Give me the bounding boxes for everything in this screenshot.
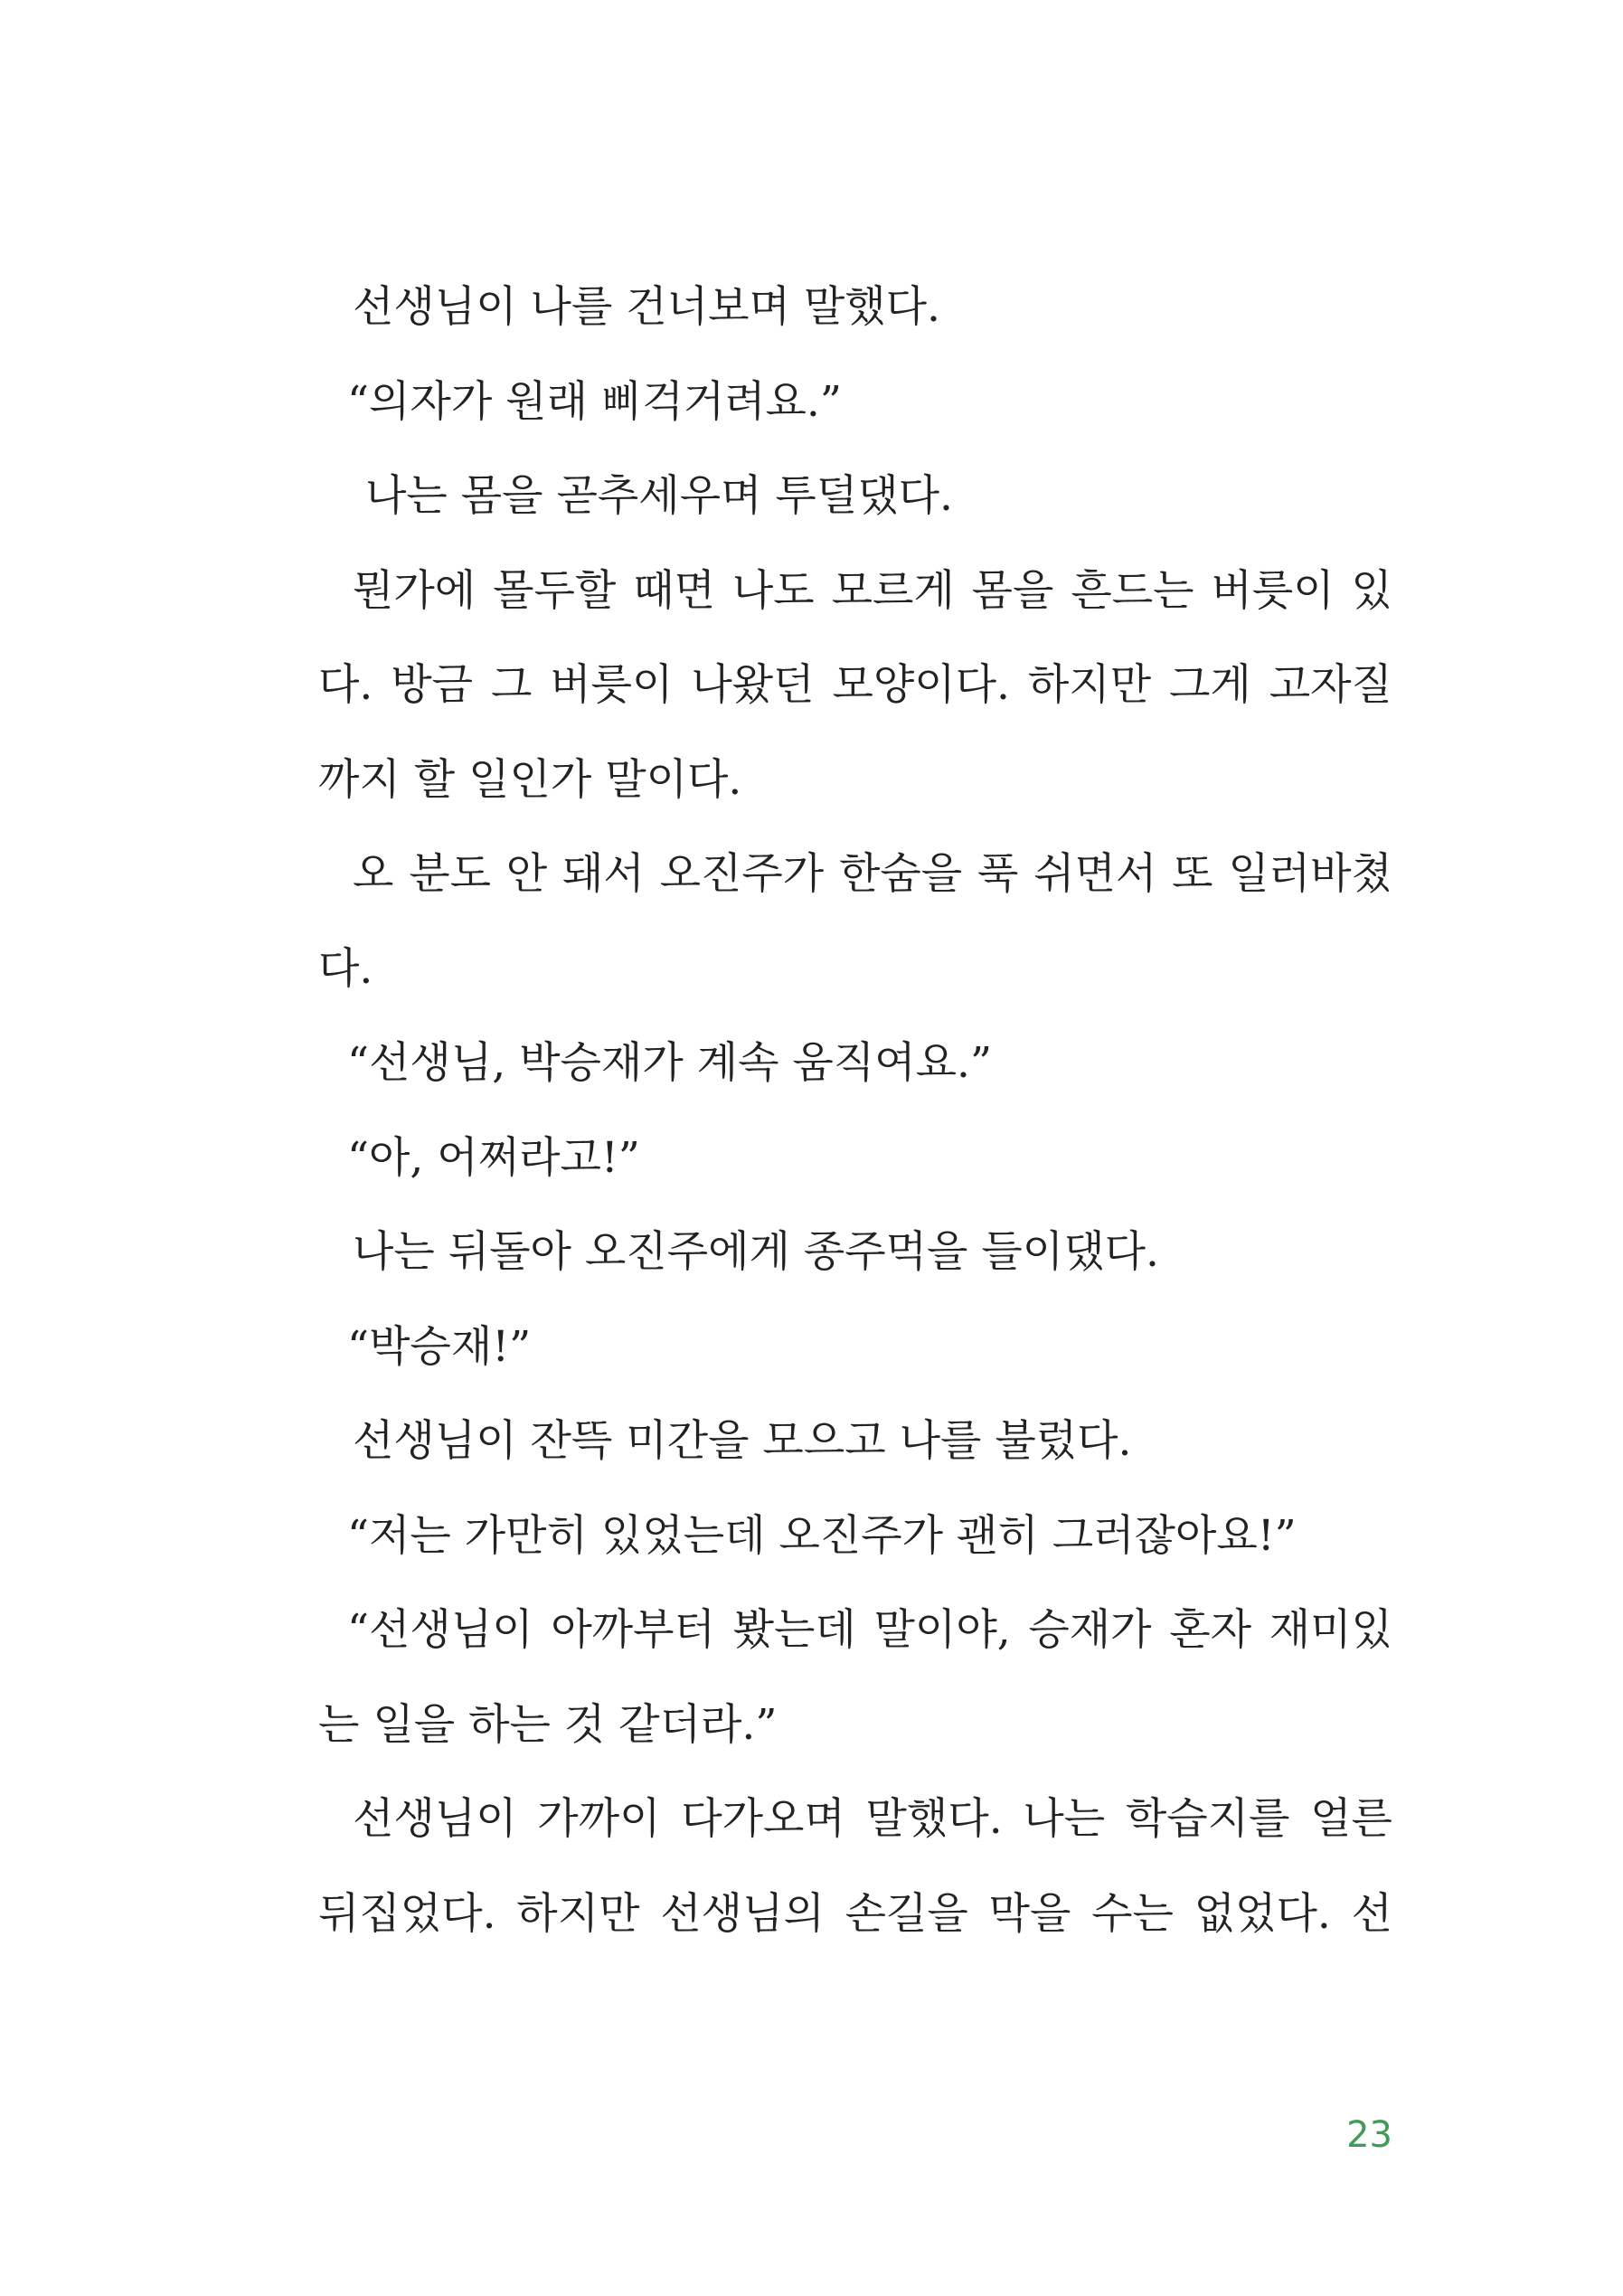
word: 나왔던 bbox=[691, 660, 815, 710]
text-line bbox=[318, 827, 1392, 922]
word: 몸을 bbox=[971, 565, 1054, 616]
word: 버릇이 bbox=[1211, 565, 1335, 616]
text-line: “의자가 원래 삐걱거려요.” bbox=[347, 376, 842, 427]
word: 그 bbox=[490, 660, 533, 710]
word: 또 bbox=[1172, 849, 1213, 899]
word: 다가오며 bbox=[681, 1794, 845, 1844]
word: 모양이다. bbox=[832, 660, 1011, 710]
word: “선생님이 bbox=[347, 1605, 533, 1655]
text-line: “박승재!” bbox=[347, 1321, 532, 1372]
word: 다. bbox=[318, 660, 373, 710]
word: 혼자 bbox=[1169, 1605, 1252, 1655]
text-line bbox=[318, 1583, 1392, 1678]
word: 학습지를 bbox=[1125, 1794, 1290, 1844]
word: 모르게 bbox=[831, 565, 955, 616]
word: 손길을 bbox=[845, 1888, 968, 1939]
word: 수는 bbox=[1091, 1888, 1174, 1939]
word: 봤는데 bbox=[732, 1605, 856, 1655]
text-line bbox=[318, 544, 1392, 639]
word: 없었다. bbox=[1194, 1888, 1331, 1939]
text-line: 다. bbox=[318, 943, 373, 994]
word: 푹 bbox=[977, 849, 1019, 899]
word: 한숨을 bbox=[838, 849, 963, 899]
word: 몰두할 bbox=[493, 565, 617, 616]
word: 승재가 bbox=[1028, 1605, 1152, 1655]
word: 얼른 bbox=[1310, 1794, 1392, 1844]
word: 오 bbox=[353, 849, 394, 899]
word: 하지만 bbox=[1027, 660, 1152, 710]
body-text bbox=[318, 260, 1392, 1961]
word: 흔드는 bbox=[1071, 565, 1194, 616]
word: 분도 bbox=[409, 849, 491, 899]
word: 선생님의 bbox=[660, 1888, 825, 1939]
word: 돼서 bbox=[561, 849, 645, 899]
word: 아까부터 bbox=[551, 1605, 715, 1655]
word: 재미있 bbox=[1269, 1605, 1392, 1655]
word: 선 bbox=[1351, 1888, 1392, 1939]
word: 말이야, bbox=[873, 1605, 1011, 1655]
text-line: “저는 가만히 있었는데 오진주가 괜히 그러잖아요!” bbox=[347, 1510, 1297, 1561]
word: 나는 bbox=[1023, 1794, 1106, 1844]
word: 뒤집었다. bbox=[318, 1888, 496, 1939]
word: 오진주가 bbox=[659, 849, 825, 899]
word: 나도 bbox=[731, 565, 815, 616]
page-number: 23 bbox=[1346, 2114, 1392, 2156]
text-line: “아, 어쩌라고!” bbox=[347, 1132, 640, 1183]
text-line: “선생님, 박승재가 계속 움직여요.” bbox=[347, 1038, 992, 1088]
word: 막을 bbox=[988, 1888, 1071, 1939]
word: 방금 bbox=[391, 660, 474, 710]
word: 쉬면서 bbox=[1033, 849, 1157, 899]
word: 안 bbox=[505, 849, 548, 899]
word: 뭔가에 bbox=[353, 565, 477, 616]
text-line: 나는 몸을 곧추세우며 투덜댔다. bbox=[365, 471, 953, 521]
word: 하지만 bbox=[516, 1888, 640, 1939]
word: 가까이 bbox=[537, 1794, 661, 1844]
text-line: 까지 할 일인가 말이다. bbox=[318, 754, 742, 805]
text-line: 나는 뒤돌아 오진주에게 종주먹을 들이댔다. bbox=[353, 1227, 1159, 1277]
text-line: 선생님이 잔뜩 미간을 모으고 나를 불렀다. bbox=[353, 1416, 1132, 1466]
text-line: 는 일을 하는 것 같더라.” bbox=[318, 1699, 778, 1750]
text-line bbox=[318, 1772, 1392, 1867]
word: 고자질 bbox=[1269, 660, 1392, 710]
text-line bbox=[318, 638, 1392, 733]
word: 버릇이 bbox=[550, 660, 674, 710]
word: 때면 bbox=[633, 565, 715, 616]
word: 선생님이 bbox=[353, 1794, 517, 1844]
text-line: 선생님이 나를 건너보며 말했다. bbox=[353, 282, 940, 332]
text-line bbox=[318, 1867, 1392, 1962]
word: 있 bbox=[1351, 565, 1392, 616]
word: 일러바쳤 bbox=[1228, 849, 1392, 899]
word: 그게 bbox=[1169, 660, 1251, 710]
word: 말했다. bbox=[865, 1794, 1003, 1844]
